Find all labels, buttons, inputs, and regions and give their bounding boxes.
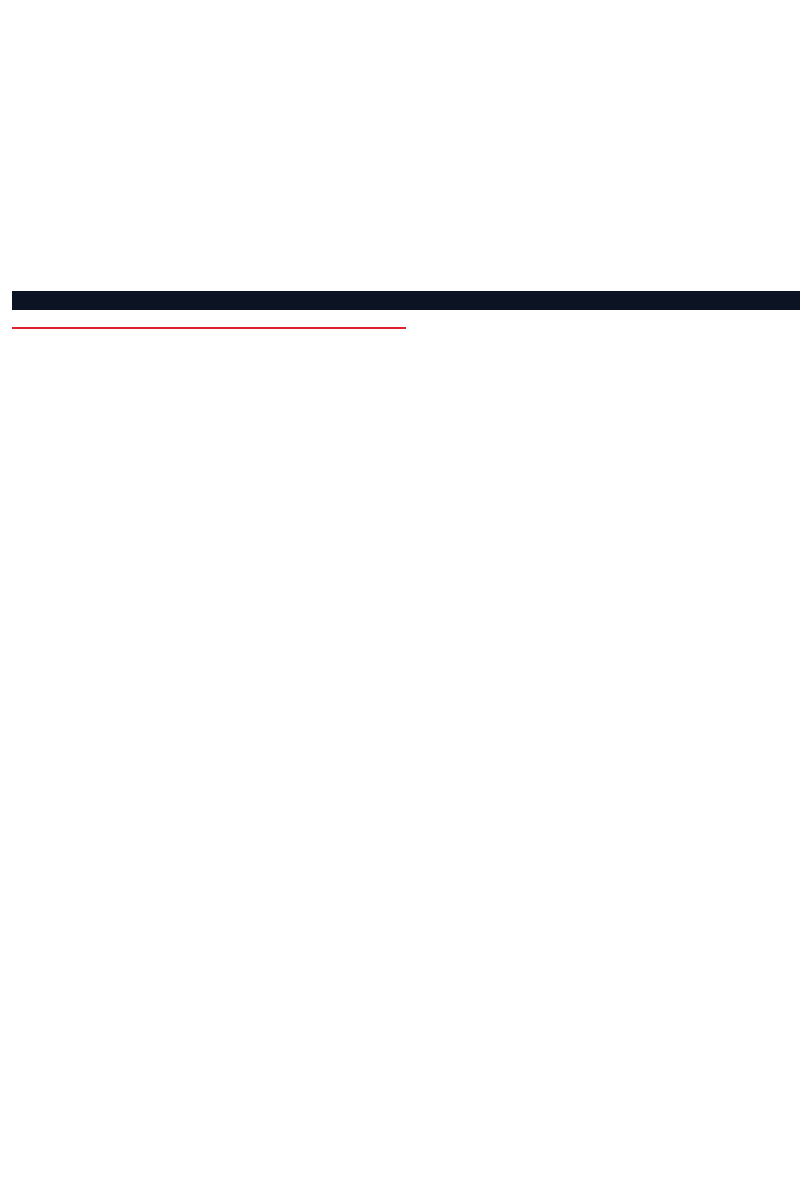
highlight-underline: [12, 327, 406, 329]
main-draw-list: [0, 0, 811, 290]
alternates-header: [12, 291, 800, 310]
